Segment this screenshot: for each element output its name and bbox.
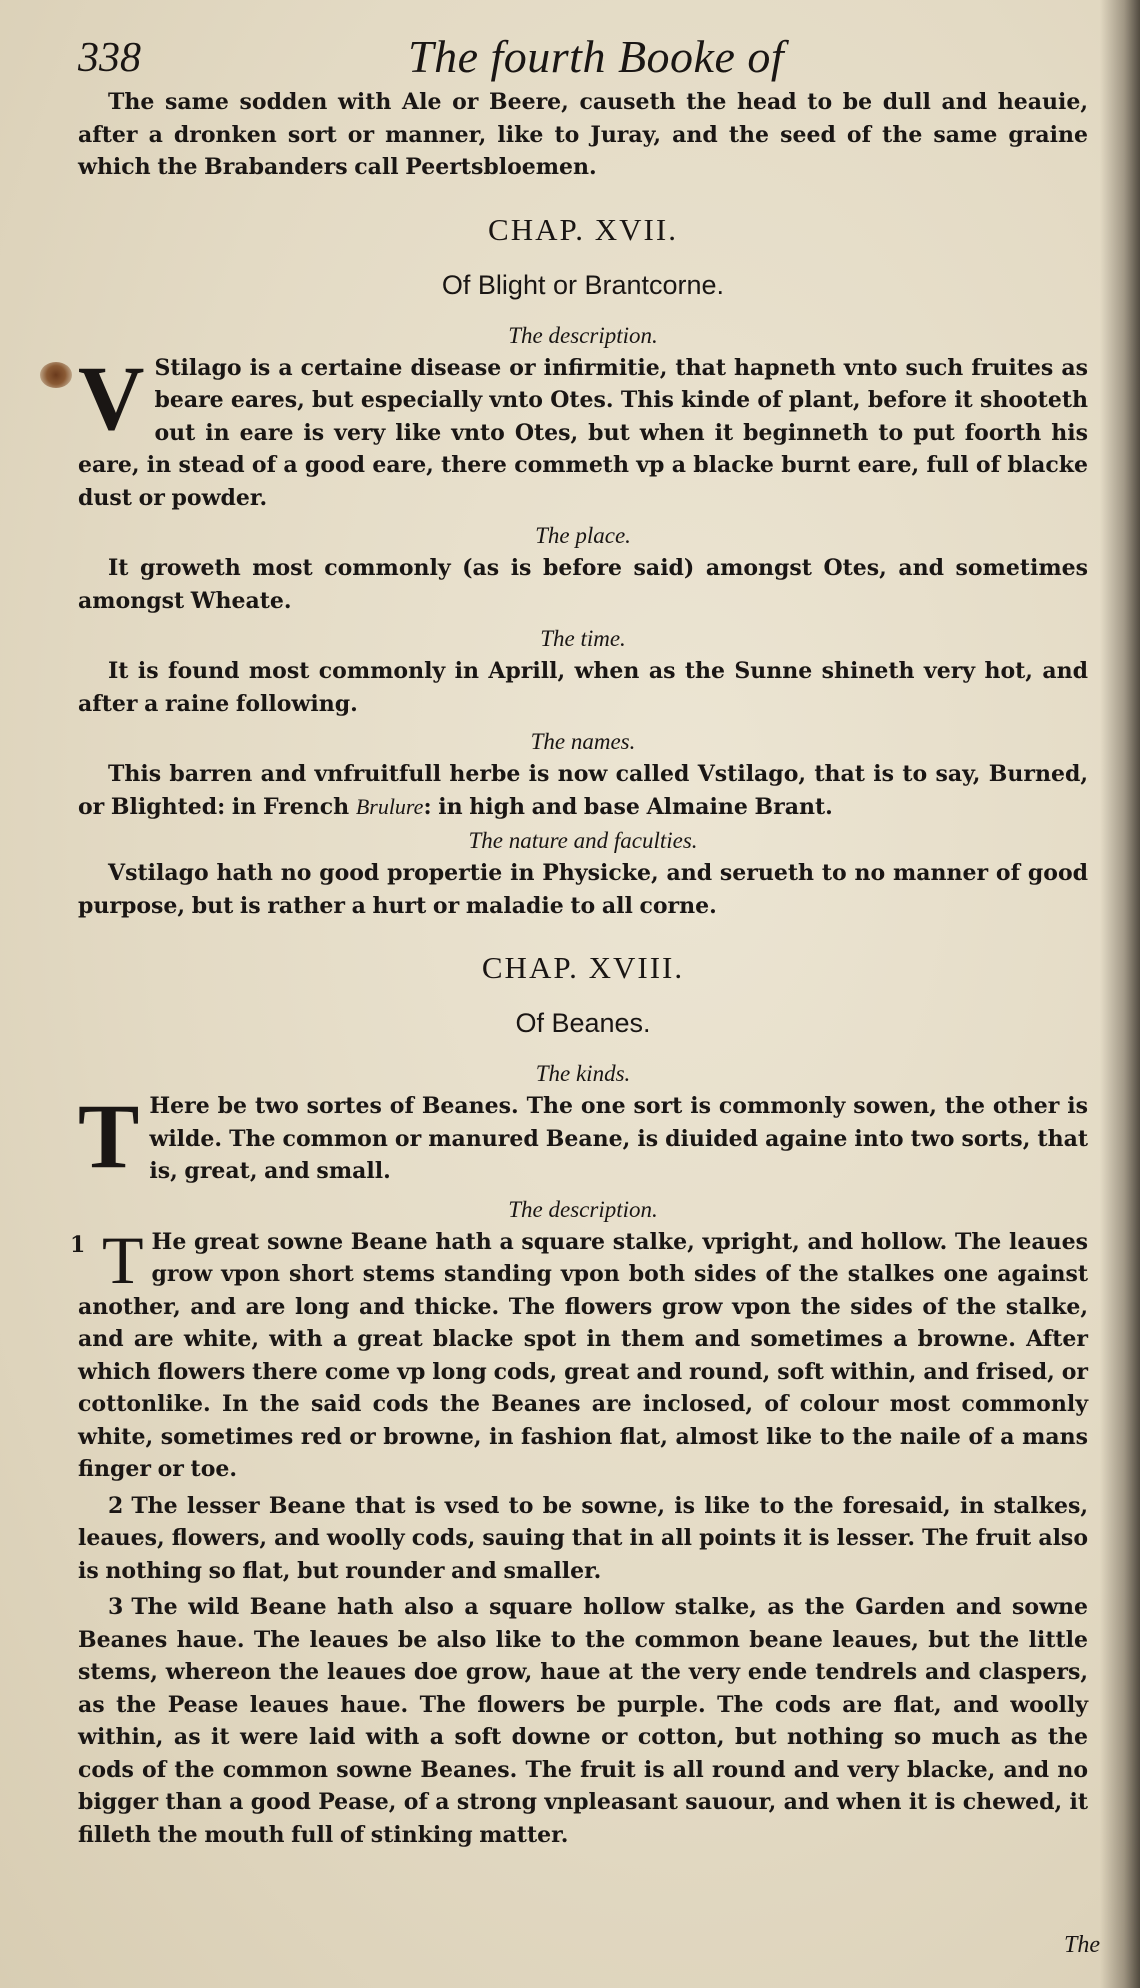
chapter-18-kinds-text: Here be two sortes of Beanes. The one sort is commonly sowen, the other is wilde. The common or manured Beane, is diuided againe into two sorts, that is, great, and small. — [149, 1093, 1088, 1184]
names-text-part-1: This barren and vnfruitfull herbe is now called Vstilago, that is to say, Burned, or Blighted: in French — [78, 761, 1088, 820]
chapter-17-names-text — [78, 758, 1088, 823]
chapter-18-item-2 — [78, 1490, 1088, 1588]
chapter-17-time-label: The time. — [540, 626, 626, 651]
chapter-18-item-1 — [70, 1221, 1088, 1486]
chapter-17-description-text: Stilago is a certaine disease or infirmitie, that hapneth vnto such fruites as beare eares, but especially vnto Otes. This kinde of plant, before it shooteth out in eare is very like vnto Otes, but when it beginneth to put foorth his eare, in stead of a good eare, there commeth vp a blacke burnt eare, full of blacke dust or powder. — [78, 354, 1088, 511]
page-gutter-shadow — [1100, 0, 1140, 1988]
chapter-18-description-label: The description. — [508, 1196, 658, 1222]
chapter-18-item-2-text: The lesser Beane that is vsed to be sowne, is like to the foresaid, in stalkes, leaues, flowers, and woolly cods, sauing that in all points it is lesser. The fruit also is nothing so flat, but rounder and smaller. — [78, 1492, 1088, 1584]
chapter-18-heading: CHAP. XVIII. — [481, 950, 685, 985]
chapter-17-title: Of Blight or Brantcorne. — [441, 269, 725, 300]
chapter-18-kinds-label: The kinds. — [535, 1061, 631, 1086]
dropcap-v: V — [78, 346, 145, 449]
chapter-17-description — [78, 346, 1088, 515]
chapter-18-title: Of Beanes. — [515, 1008, 651, 1038]
chapter-17-place-text: It groweth most commonly (as is before said) amongst Otes, and sometimes amongst Wheate. — [78, 555, 1088, 614]
item-2-marker: 2 — [108, 1492, 124, 1519]
chapter-17-heading: CHAP. XVII. — [488, 211, 678, 247]
dropcap-t-item-1: T — [102, 1221, 144, 1298]
names-french-term: Brulure — [355, 793, 424, 819]
chapter-17-description-label: The description. — [508, 322, 658, 348]
intro-paragraph: The same sodden with Ale or Beere, causeth the head to be dull and heauie, after a dronken sort or manner, like to Juray, and the seed of the same graine which the Brabanders call Peertsbloemen. — [78, 89, 1088, 180]
dropcap-t: T — [78, 1085, 140, 1187]
chapter-17-time-text: It is found most commonly in Aprill, when as the Sunne shineth very hot, and after a raine following. — [78, 658, 1088, 717]
ink-stain — [40, 362, 72, 388]
chapter-18-item-1-text: He great sowne Beane hath a square stalke, vpright, and hollow. The leaues grow vpon short stems standing vpon both sides of the stalkes one against another, and are long and thicke. The flowers grow vpon the sides of the stalke, and are white, with a great blacke spot in them and sometimes a browne. After which flowers there come vp long cods, great and round, soft within, and frised, or cottonlike. In the said cods the Beanes are inclosed, of colour most commonly white, sometimes red or browne, in fashion flat, almost like to the naile of a mans finger or toe. — [78, 1228, 1088, 1482]
page-header — [78, 26, 1088, 86]
names-text-part-2: : in high and base Almaine Brant. — [423, 793, 833, 820]
chapter-18-item-3-text: The wild Beane hath also a square hollow stalke, as the Garden and sowne Beanes haue. The leaues be also like to the common beane leaues, but the little stems, whereon the leaues doe grow, haue at the very ende tendrels and claspers, as the Pease leaues haue. The flowers be purple. The cods are flat, and woolly within, as it were laid with a soft downe or cotton, but nothing so much as the cods of the common sowne Beanes. The fruit is all round and very blacke, and no bigger than a good Pease, of a strong vnpleasant sauour, and when it is chewed, it filleth the mouth full of stinking matter. — [78, 1594, 1088, 1848]
chapter-17-place-label: The place. — [535, 523, 631, 548]
page-number: 338 — [78, 35, 141, 81]
running-head: The fourth Booke of — [408, 31, 785, 82]
chapter-17-nature-text: Vstilago hath no good propertie in Physicke, and serueth to no manner of good purpose, but is rather a hurt or maladie to all corne. — [78, 860, 1088, 919]
page-content — [70, 26, 1088, 1851]
item-3-marker: 3 — [108, 1594, 124, 1620]
chapter-17-names-label: The names. — [530, 729, 636, 754]
catchword: The — [1064, 1932, 1100, 1958]
chapter-17-nature-label: The nature and faculties. — [468, 828, 698, 853]
chapter-18-item-3 — [78, 1591, 1088, 1851]
item-1-marker: 1 — [70, 1231, 86, 1258]
chapter-18-kinds — [78, 1085, 1088, 1188]
